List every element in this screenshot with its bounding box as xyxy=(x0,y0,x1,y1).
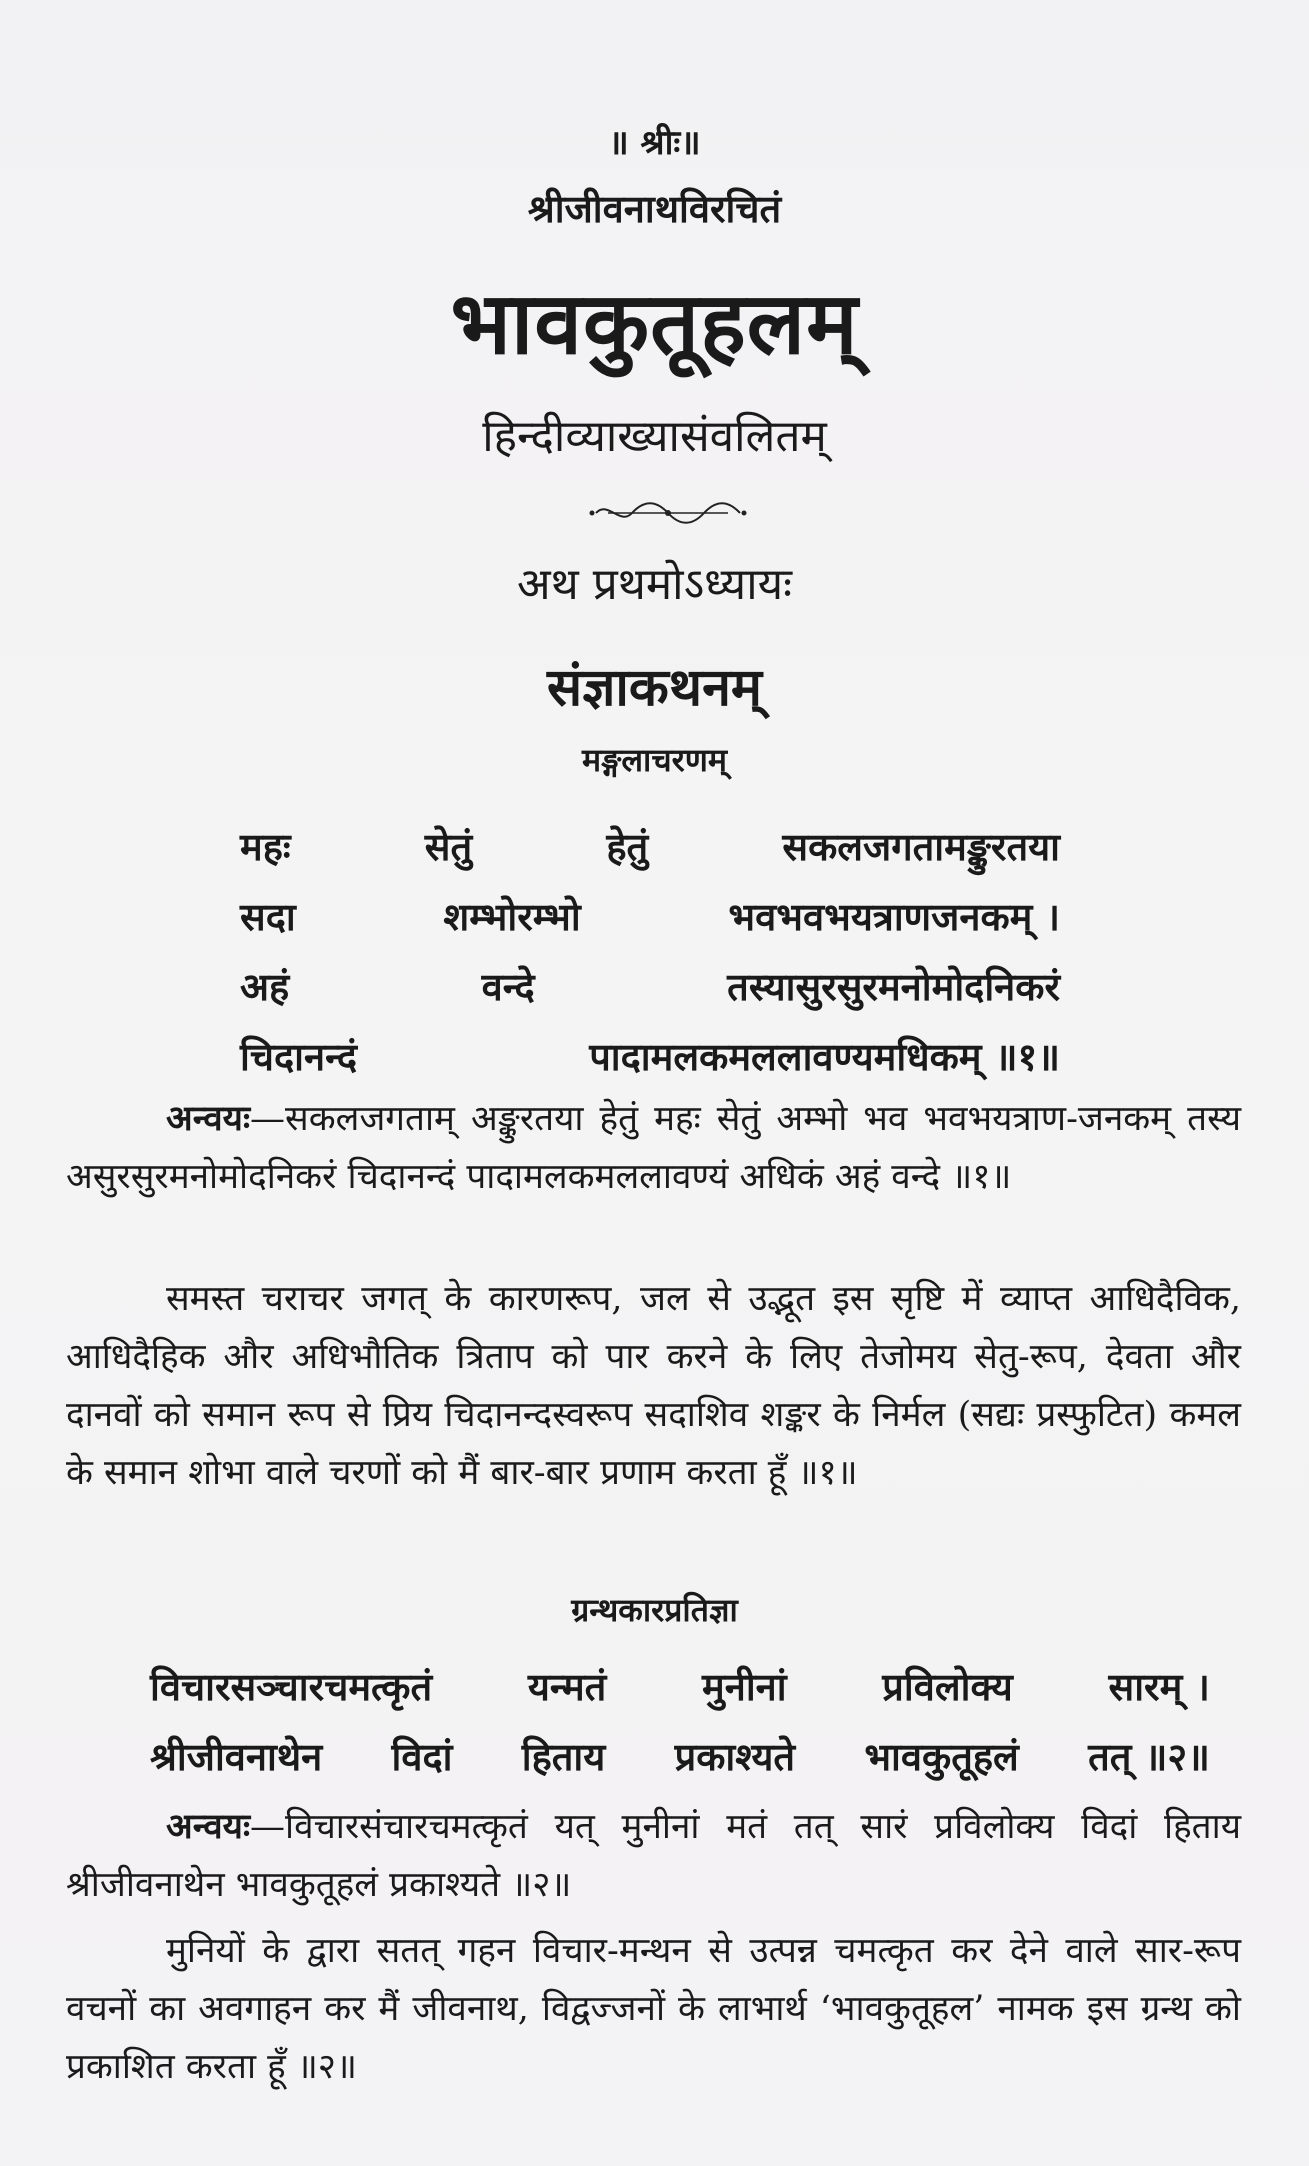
verse-word: विचारसञ्चारचमत्कृतं xyxy=(150,1664,433,1709)
anvaya-label: अन्वयः xyxy=(166,1098,251,1139)
verse-line-4 xyxy=(240,1030,1060,1082)
verse-word: विदां xyxy=(391,1734,453,1779)
section-title: संज्ञाकथनम् xyxy=(546,657,763,718)
anvaya-text: —विचारसंचारचमत्कृतं यत् मुनीनां मतं तत् सारं प्रविलोक्य विदां हिताय श्रीजीवनाथेन भावकुतूहलं प्रकाश्यते ॥२॥ xyxy=(66,1807,1241,1905)
verse-word: भवभवभयत्राणजनकम् । xyxy=(728,894,1060,939)
verse-word: चिदानन्दं xyxy=(240,1034,358,1079)
verse-word: वन्दे xyxy=(481,964,535,1009)
verse-word: शम्भोरम्भो xyxy=(443,894,581,939)
commentary-paragraph-2: मुनियों के द्वारा सतत् गहन विचार-मन्थन से उत्पन्न चमत्कृत कर देने वाले सार-रूप वचनों का अवगाहन कर मैं जीवनाथ, विद्वज्जनों के लाभार्थ ‘भावकुतूहल’ नामक इस ग्रन्थ को प्रकाशित करता हूँ ॥२॥ xyxy=(66,1931,1241,2087)
verse-line-5 xyxy=(150,1660,1210,1712)
mangalacharana-heading: मङ्गलाचरणम् xyxy=(581,741,728,779)
verse-word: श्रीजीवनाथेन xyxy=(150,1734,323,1779)
verse-word: पादामलकमललावण्यमधिकम् ॥१॥ xyxy=(589,1034,1060,1079)
pratijna-heading: ग्रन्थकारप्रतिज्ञा xyxy=(571,1591,738,1629)
verse-word: मुनीनां xyxy=(702,1664,787,1709)
verse-word: हिताय xyxy=(521,1734,606,1779)
anvaya-paragraph-2 xyxy=(66,1798,1241,1914)
author-line: श्रीजीवनाथविरचितं xyxy=(527,186,782,231)
verse-word: प्रविलोक्य xyxy=(882,1664,1013,1709)
verse-word: तस्यासुरसुरमनोमोदनिकरं xyxy=(727,964,1060,1009)
book-title: भावकुतूहलम् xyxy=(450,273,859,374)
chapter-heading: अथ प्रथमोऽध्यायः xyxy=(517,559,792,610)
invocation: ॥ श्रीः॥ xyxy=(608,123,701,163)
verse-word: महः xyxy=(240,824,291,869)
verse-word: सेतुं xyxy=(424,824,473,869)
anvaya-text: —सकलजगताम् अङ्कुरतया हेतुं महः सेतुं अम्भो भव भवभयत्राण-जनकम् तस्य असुरसुरमनोमोदनिकरं चिदानन्दं पादामलकमललावण्यं अधिकं अहं वन्दे ॥१॥ xyxy=(66,1099,1241,1197)
verse-word: सारम् । xyxy=(1108,1664,1210,1709)
anvaya-label: अन्वयः xyxy=(166,1806,251,1847)
verse-word: अहं xyxy=(240,964,290,1009)
verse-word: भावकुतूहलं xyxy=(864,1734,1019,1779)
verse-word: हेतुं xyxy=(606,824,649,869)
verse-word: सकलजगतामङ्कुरतया xyxy=(782,824,1060,869)
book-subtitle: हिन्दीव्याख्यासंवलितम् xyxy=(482,411,827,462)
verse-word: तत् ॥२॥ xyxy=(1088,1734,1210,1779)
ornament-divider-icon xyxy=(588,498,748,528)
anvaya-paragraph-1 xyxy=(66,1090,1241,1206)
verse-line-2 xyxy=(240,890,1060,942)
verse-line-6 xyxy=(150,1730,1210,1782)
verse-line-3 xyxy=(240,960,1060,1012)
verse-word: यन्मतं xyxy=(527,1664,607,1709)
verse-word: सदा xyxy=(240,894,296,939)
verse-word: प्रकाश्यते xyxy=(674,1734,796,1779)
verse-line-1 xyxy=(240,820,1060,872)
commentary-paragraph-1: समस्त चराचर जगत् के कारणरूप, जल से उद्भूत इस सृष्टि में व्याप्त आधिदैविक, आधिदैहिक और अधिभौतिक त्रिताप को पार करने के लिए तेजोमय सेतु-रूप, देवता और दानवों को समान रूप से प्रिय चिदानन्दस्वरूप सदाशिव शङ्कर के निर्मल (सद्यः प्रस्फुटित) कमल के समान शोभा वाले चरणों को मैं बार-बार प्रणाम करता हूँ ॥१॥ xyxy=(66,1279,1241,1493)
